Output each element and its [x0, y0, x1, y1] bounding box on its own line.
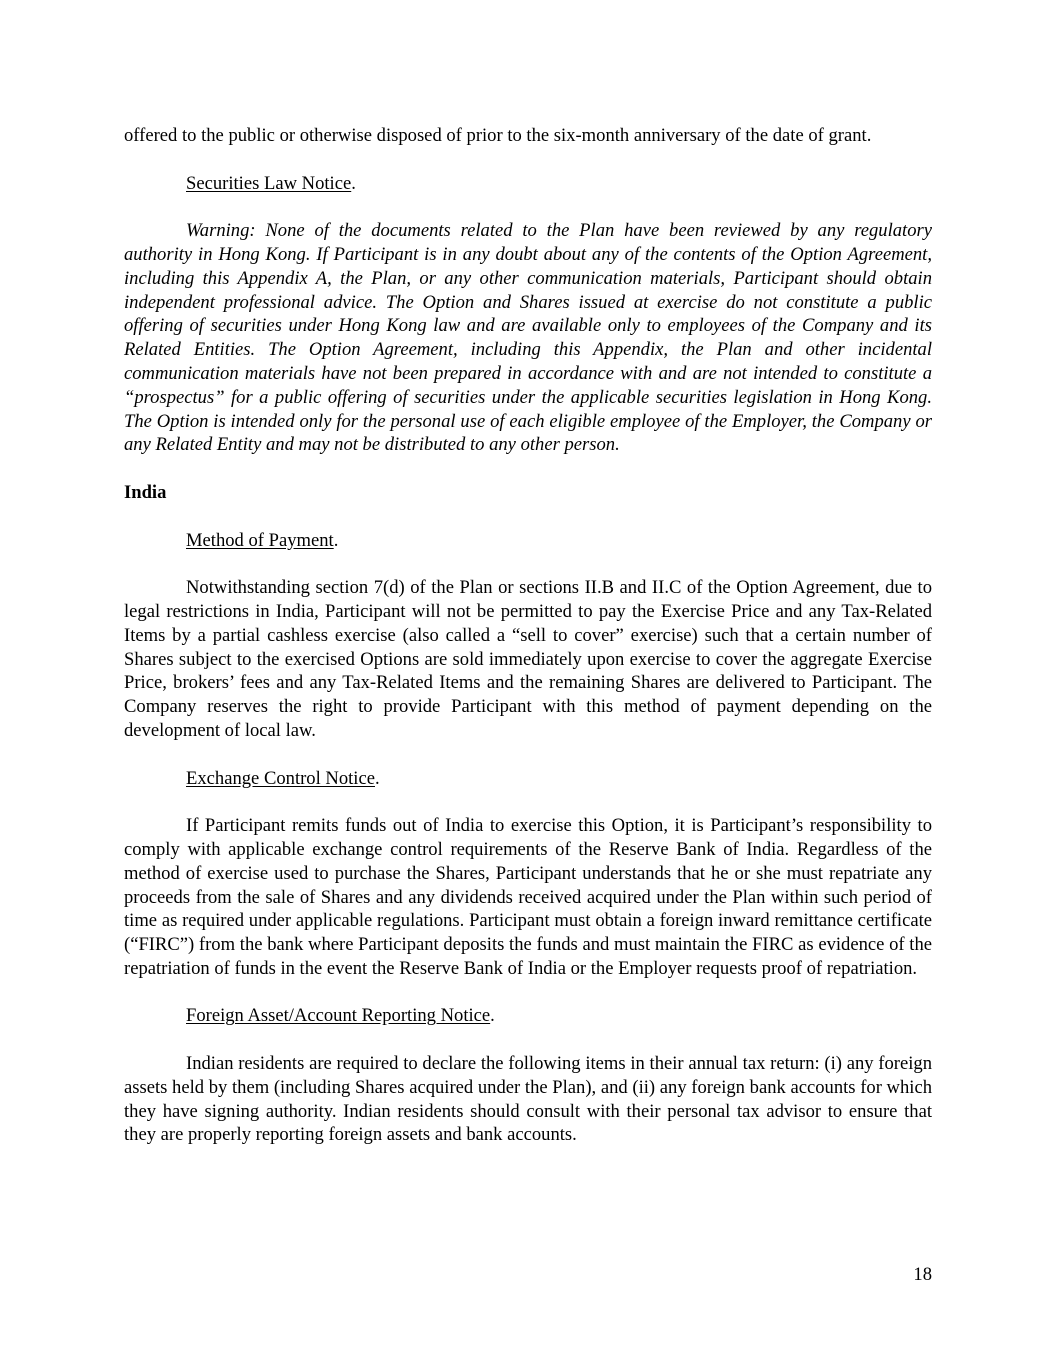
continuation-paragraph: offered to the public or otherwise disposed of prior to the six-month anniversary of the date of grant. — [124, 125, 872, 146]
exchange-control-heading — [124, 767, 932, 791]
heading-period: . — [333, 529, 339, 551]
securities-law-notice-title: Securities Law Notice — [186, 172, 352, 194]
foreign-asset-paragraph: Indian residents are required to declare the following items in their annual tax return: (i) any foreign assets held by them (including Shares acquired under the Plan), and (ii) any foreign bank accounts for which they have signing authority. Indian residents should consult with their personal tax advisor to ensure that they are properly reporting foreign assets and bank accounts. — [124, 1053, 932, 1146]
foreign-asset-title: Foreign Asset/Account Reporting Notice — [186, 1005, 491, 1027]
heading-period: . — [351, 172, 356, 194]
exchange-control-title: Exchange Control Notice — [186, 767, 375, 789]
method-of-payment-paragraph: Notwithstanding section 7(d) of the Plan or sections II.B and II.C of the Option Agreement, due to legal restrictions in India, Participant will not be permitted to pay the Exercise Price and any Tax-Related Items by a partial cashless exercise (also called a “sell to cover” exercise) such that a certain number of Shares subject to the exercised Options are sold immediately upon exercise to cover the aggregate Exercise Price, brokers’ fees and any Tax-Related Items and the remaining Shares are delivered to Participant. The Company reserves the right to provide Participant with this method of payment depending on the development of local law. — [124, 577, 932, 741]
method-of-payment-title: Method of Payment — [186, 529, 334, 551]
document-page — [124, 124, 932, 1147]
country-heading-india: India — [124, 481, 167, 503]
page-number: 18 — [913, 1264, 932, 1285]
heading-period: . — [490, 1005, 495, 1027]
heading-period: . — [374, 767, 380, 789]
securities-warning-paragraph: Warning: None of the documents related to the Plan have been reviewed by any regulatory authority in Hong Kong. If Participant is in any doubt about any of the contents of the Option Agreement, including this Appendix A, the Plan, or any other communication materials, Participant should obtain independent professional advice. The Option and Shares issued at exercise do not constitute a public offering of securities under Hong Kong law and are available only to employees of the Company and its Related Entities. The Option Agreement, including this Appendix, the Plan and other incidental communication materials have not been prepared in accordance with and are not intended to constitute a “prospectus” for a public offering of securities under the applicable securities legislation in Hong Kong. The Option is intended only for the personal use of each eligible employee of the Employer, the Company or any Related Entity and may not be distributed to any other person. — [124, 220, 932, 456]
foreign-asset-heading — [124, 1004, 932, 1028]
securities-law-notice-heading — [124, 172, 932, 196]
exchange-control-paragraph: If Participant remits funds out of India to exercise this Option, it is Participant’s responsibility to comply with applicable exchange control requirements of the Reserve Bank of India. Regardless of the method of exercise used to purchase the Shares, Participant understands that he or she must repatriate any proceeds from the sale of Shares and any dividends received acquired under the Plan within such period of time as required under applicable regulations. Participant must obtain a foreign inward remittance certificate (“FIRC”) from the bank where Participant deposits the funds and must maintain the FIRC as evidence of the repatriation of funds in the event the Reserve Bank of India or the Employer requests proof of repatriation. — [124, 815, 932, 979]
method-of-payment-heading — [124, 529, 932, 553]
